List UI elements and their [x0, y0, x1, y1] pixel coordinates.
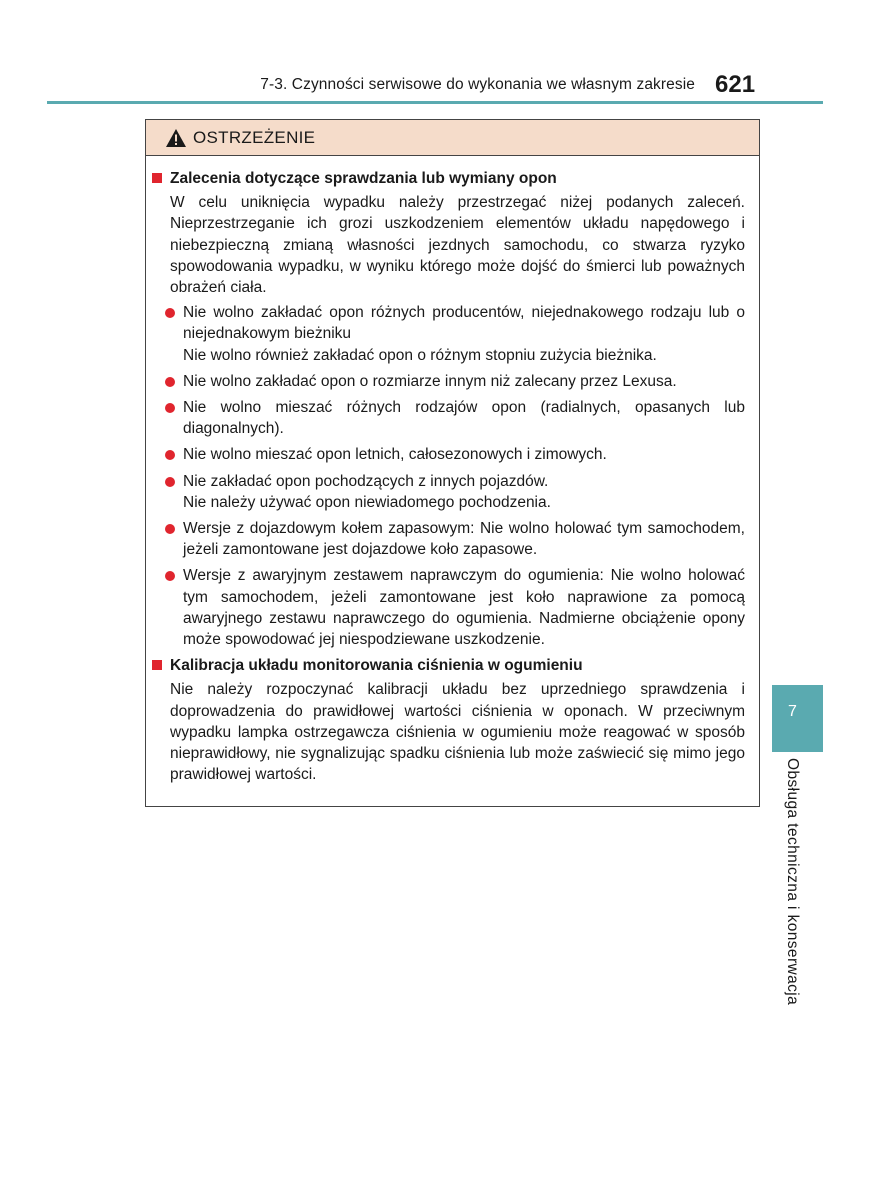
list-item [165, 565, 745, 650]
list-item [165, 397, 745, 439]
list-item-text: Wersje z awaryjnym zestawem naprawczym do ogumienia: Nie wolno holować tym samochodem, jeżeli zamontowane jest koło naprawione za pomocą awaryjnego zestawu naprawczego do ogumienia. Nadmierne obciążenie opony może spowodować jej niespodziewane uszkodzenie. [183, 567, 745, 649]
red-square-bullet-icon [152, 173, 162, 183]
list-item-text: Nie wolno zakładać opon różnych producentów, niejednakowego rodzaju lub o niejednakowym bieżniku [183, 304, 745, 343]
list-item-text: Nie zakładać opon pochodzących z innych pojazdów. [183, 472, 549, 490]
list-item-text: Nie należy używać opon niewiadomego pochodzenia. [183, 493, 551, 511]
section-paragraph: W celu uniknięcia wypadku należy przestrzegać niżej podanych zaleceń. Nieprzestrzeganie ich grozi uszkodzeniem elementów układu napędowego i niebezpieczną zmianą własności jezdnych samochodu, co stwarza ryzyko spowodowania wypadku, w wyniku którego może dojść do śmierci lub poważnych obrażeń ciała. [170, 194, 745, 297]
header-divider [47, 101, 823, 104]
warning-triangle-icon [165, 128, 187, 148]
red-dot-bullet-icon [165, 308, 175, 318]
list-item [165, 302, 745, 366]
list-item [165, 371, 745, 392]
warning-box [145, 119, 760, 807]
red-square-bullet-icon [152, 660, 162, 670]
list-item-text: Nie wolno mieszać różnych rodzajów opon (radialnych, opasanych lub diagonalnych). [183, 399, 745, 438]
section-paragraph: Nie należy rozpoczynać kalibracji układu bez uprzedniego sprawdzenia i doprowadzenia do prawidłowej wartości ciśnienia w oponach. W przeciwnym wypadku lampka ostrzegawcza ciśnienia w ogumieniu może reagować w sposób nieprawidłowy, nie sygnalizując spadku ciśnienia lub może zaświecić się mimo jego prawidłowej wartości. [170, 681, 745, 784]
running-header: 7-3. Czynności serwisowe do wykonania we własnym zakresie [260, 76, 695, 93]
list-item-text: Nie wolno również zakładać opon o różnym stopniu zużycia bieżnika. [183, 346, 657, 364]
red-dot-bullet-icon [165, 571, 175, 581]
list-item [165, 471, 745, 513]
red-dot-bullet-icon [165, 403, 175, 413]
list-item-text: Nie wolno zakładać opon o rozmiarze innym niż zalecany przez Lexusa. [183, 372, 677, 390]
section-heading-text: Kalibracja układu monitorowania ciśnienia w ogumieniu [170, 657, 583, 675]
page-number: 621 [715, 71, 756, 98]
red-dot-bullet-icon [165, 477, 175, 487]
warning-title: OSTRZEŻENIE [193, 127, 316, 147]
red-dot-bullet-icon [165, 377, 175, 387]
section-heading-text: Zalecenia dotyczące sprawdzania lub wymiany opon [170, 170, 557, 187]
warning-content [146, 156, 759, 785]
chapter-tab [772, 685, 823, 752]
list-item [165, 444, 745, 465]
red-dot-bullet-icon [165, 524, 175, 534]
chapter-number: 7 [788, 703, 797, 720]
list-item-text: Nie wolno mieszać opon letnich, całosezonowych i zimowych. [183, 446, 607, 464]
section-heading-tire-check [152, 168, 745, 189]
red-dot-bullet-icon [165, 450, 175, 460]
list-item-text: Wersje z dojazdowym kołem zapasowym: Nie wolno holować tym samochodem, jeżeli zamontowane jest dojazdowe koło zapasowe. [183, 520, 745, 559]
list-item [165, 518, 745, 560]
warning-header [146, 120, 759, 156]
section-heading-tpms-calibration [152, 655, 745, 676]
chapter-title: Obsługa techniczna i konserwacja [784, 758, 801, 1006]
tire-rules-list [165, 302, 745, 650]
